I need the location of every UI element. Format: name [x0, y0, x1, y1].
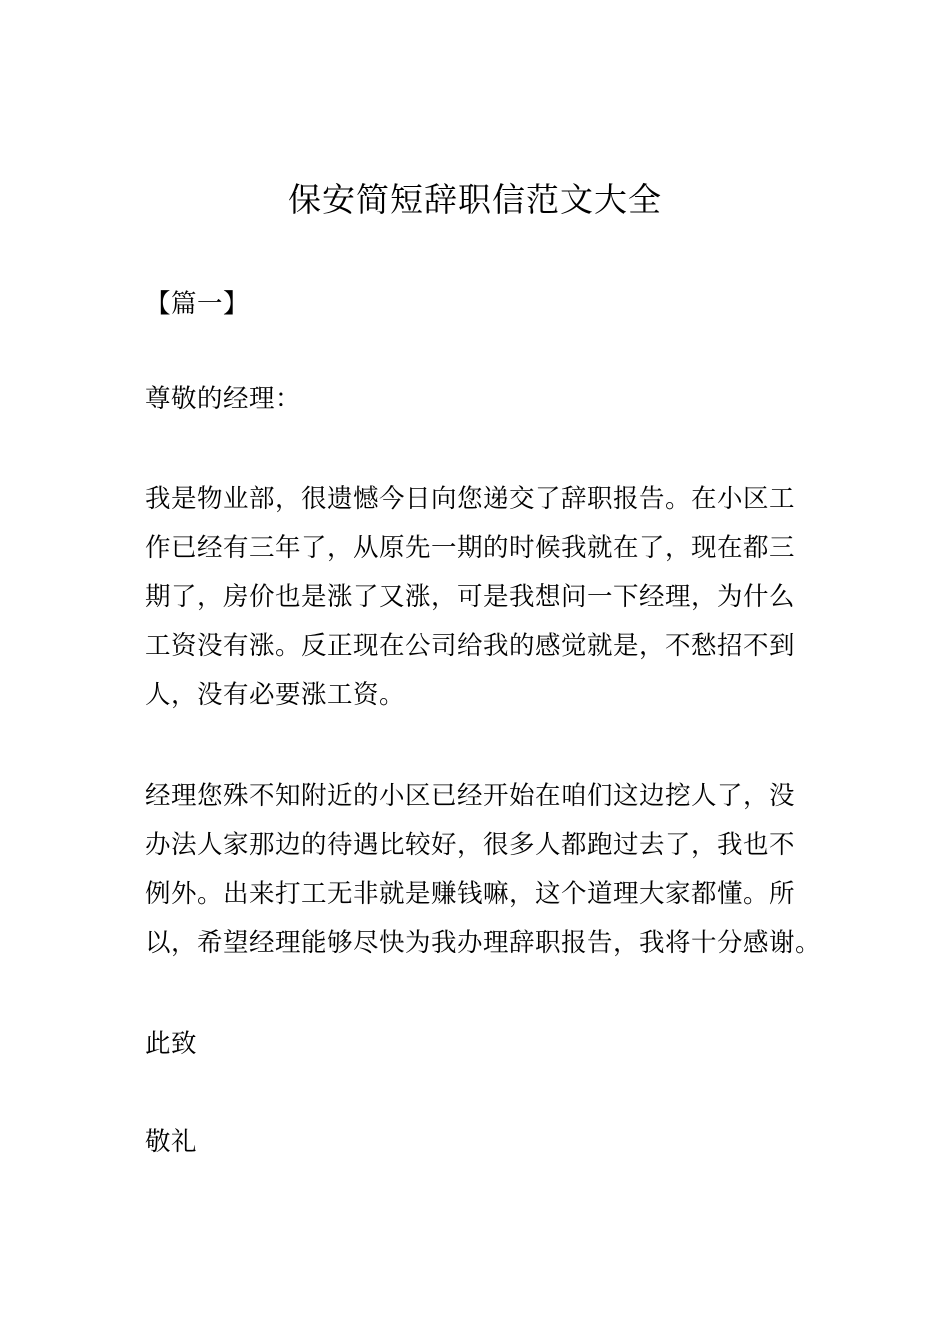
paragraph-2-line: 经理您殊不知附近的小区已经开始在咱们这边挖人了，没: [145, 781, 796, 811]
salutation: 尊敬的经理：: [145, 384, 302, 414]
paragraph-1-line: 工资没有涨。反正现在公司给我的感觉就是，不愁招不到: [145, 631, 796, 661]
paragraph-2-line: 例外。出来打工无非就是赚钱嘛，这个道理大家都懂。所: [145, 879, 796, 909]
section-label: 【篇一】: [145, 289, 250, 319]
paragraph-2-line: 以，希望经理能够尽快为我办理辞职报告，我将十分感谢。: [145, 928, 822, 958]
paragraph-2-line: 办法人家那边的待遇比较好，很多人都跑过去了，我也不: [145, 830, 796, 860]
closing-line-2: 敬礼: [145, 1127, 198, 1157]
paragraph-1-line: 我是物业部，很遗憾今日向您递交了辞职报告。在小区工: [145, 484, 796, 514]
document-title: 保安简短辞职信范文大全: [288, 180, 662, 219]
paragraph-1-line: 人，没有必要涨工资。: [145, 680, 406, 710]
closing-line-1: 此致: [145, 1029, 198, 1059]
paragraph-2: [145, 772, 822, 968]
paragraph-1-line: 期了，房价也是涨了又涨，可是我想问一下经理，为什么: [145, 582, 796, 612]
paragraph-1: [145, 475, 810, 720]
paragraph-1-line: 作已经有三年了，从原先一期的时候我就在了，现在都三: [145, 533, 796, 563]
